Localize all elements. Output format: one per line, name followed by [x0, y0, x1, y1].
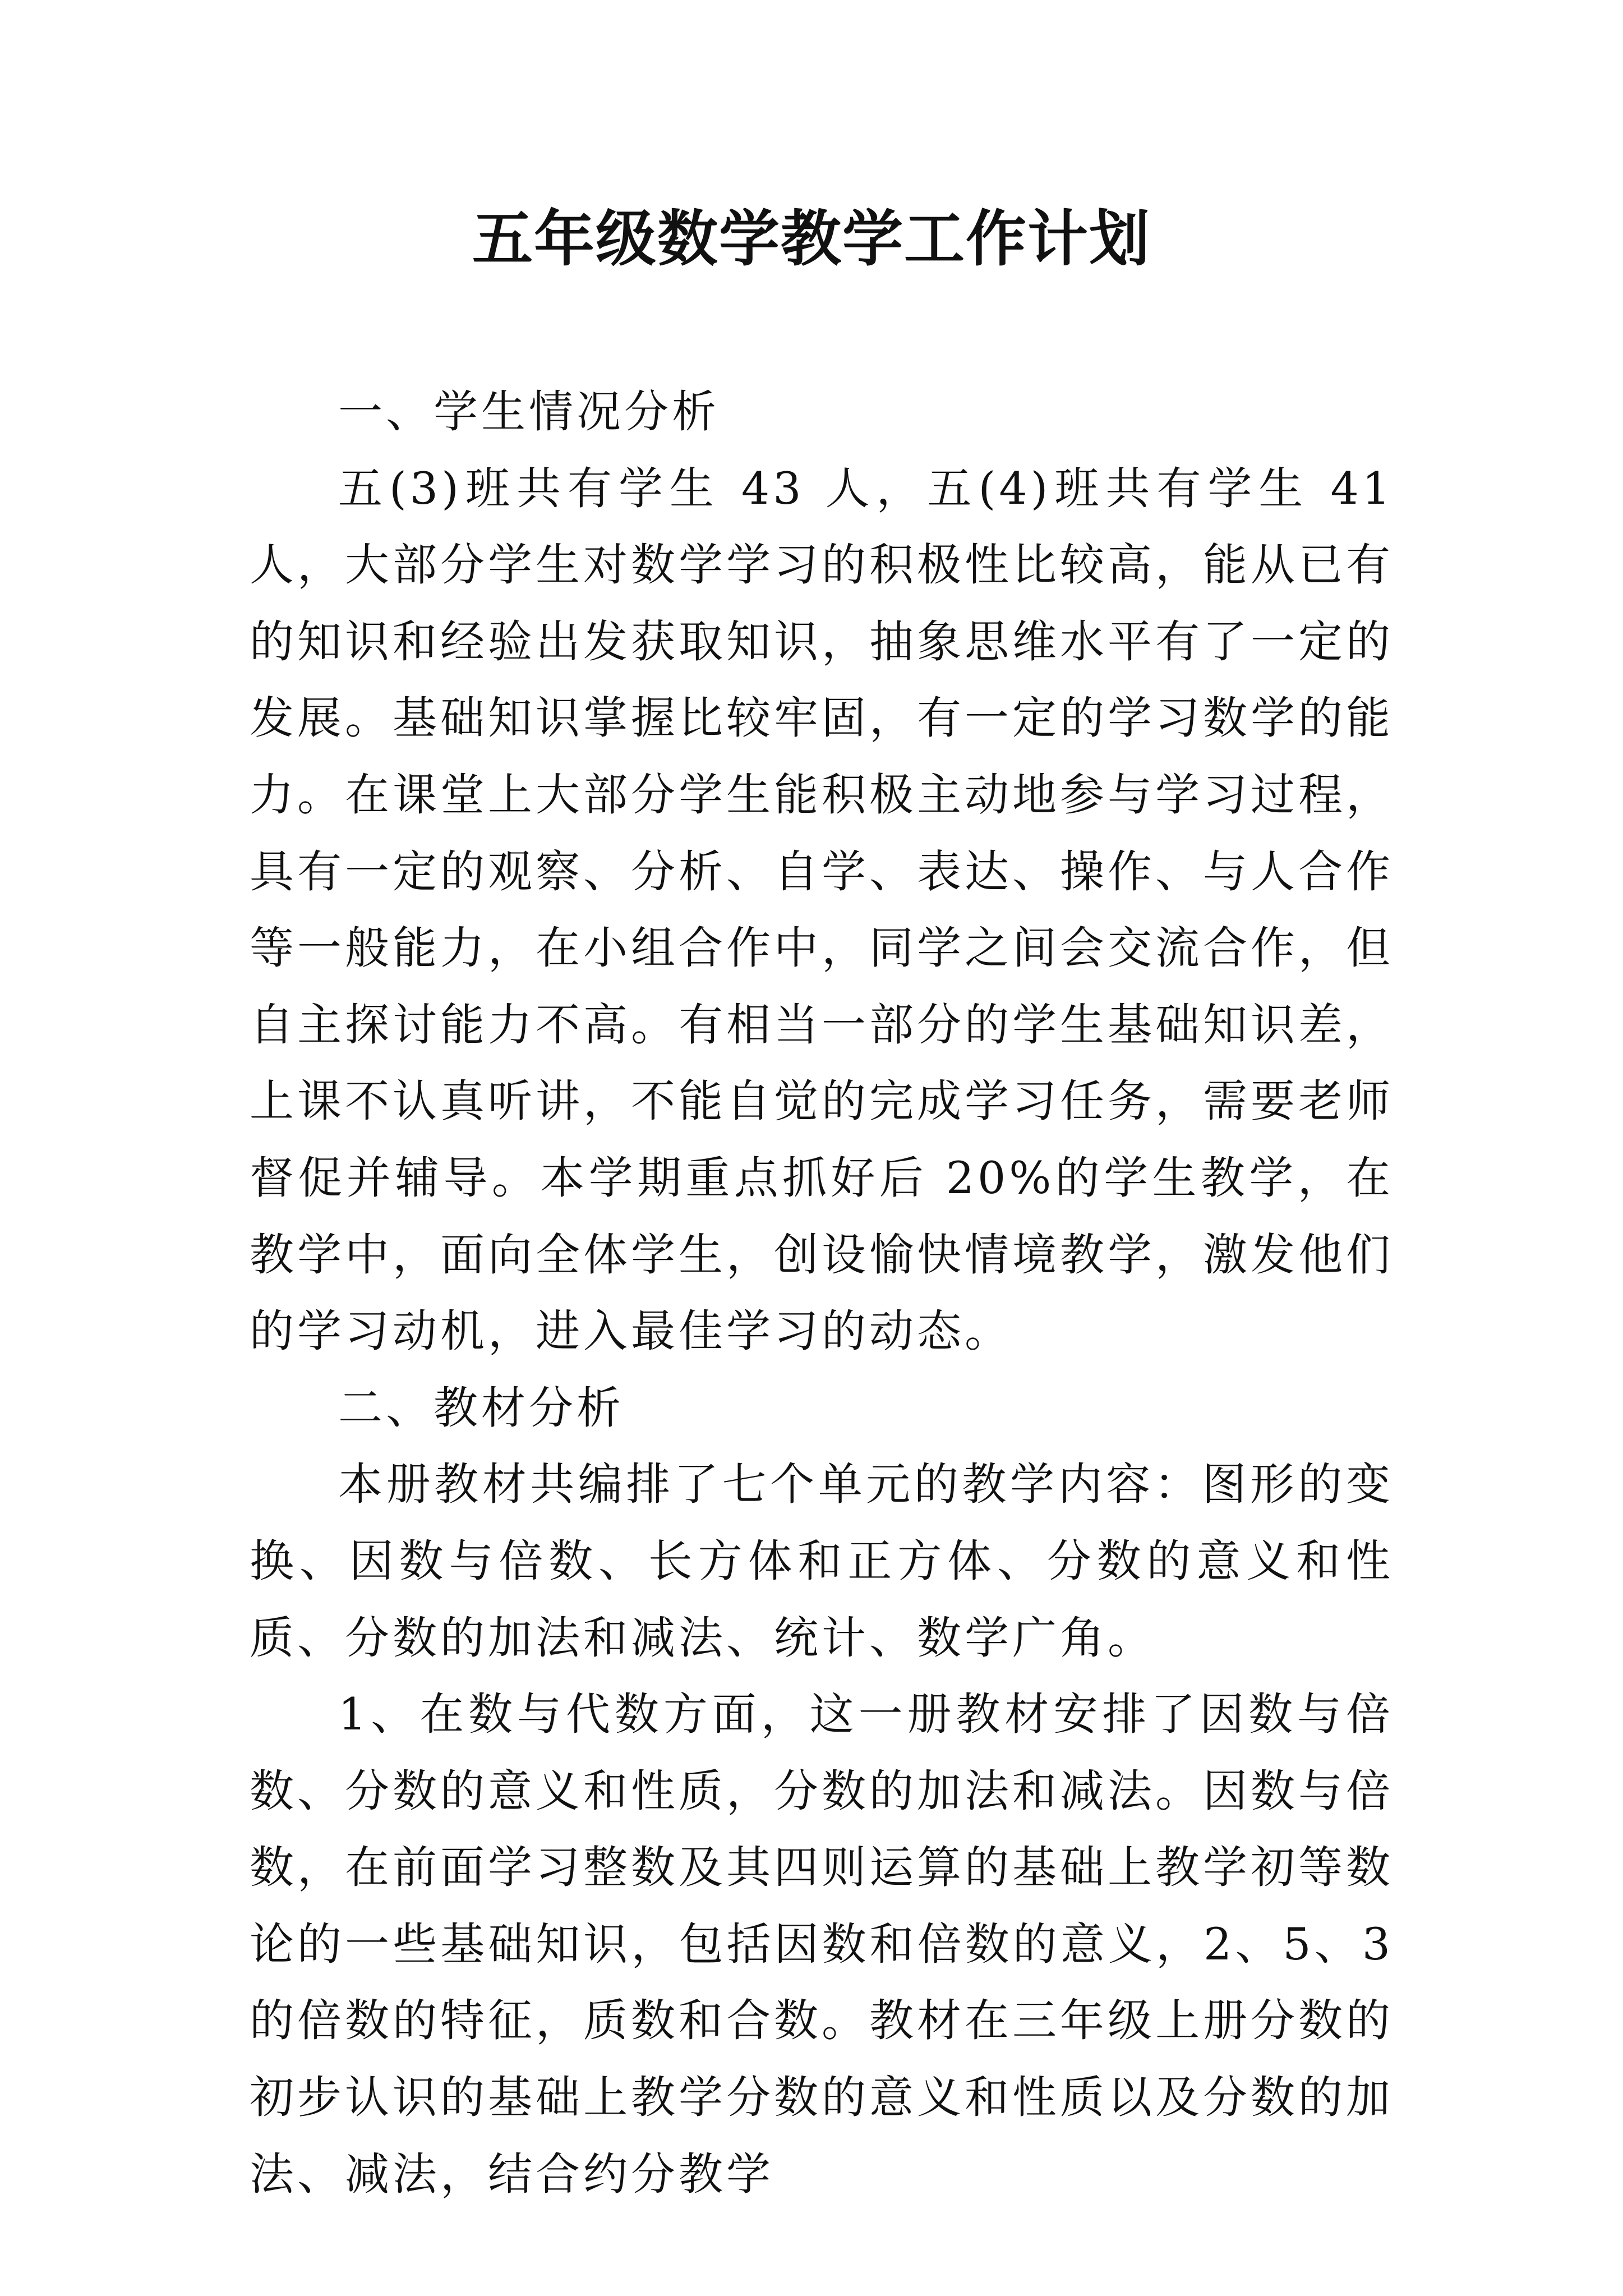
- document-body: [250, 374, 1394, 2212]
- paragraph-number-algebra: 1、在数与代数方面，这一册教材安排了因数与倍数、分数的意义和性质，分数的加法和减法。因数与倍数，在前面学习整数及其四则运算的基础上教学初等数论的一些基础知识，包括因数和倍数的意义，2、5、3 的倍数的特征，质数和合数。教材在三年级上册分数的初步认识的基础上教学分数的意义和性质以及分数的加法、减法，结合约分教学: [250, 1688, 1394, 2200]
- paragraph-student-analysis: 五(3)班共有学生 43 人，五(4)班共有学生 41 人，大部分学生对数学学习的积极性比较高，能从已有的知识和经验出发获取知识，抽象思维水平有了一定的发展。基础知识掌握比较牢固，有一定的学习数学的能力。在课堂上大部分学生能积极主动地参与学习过程，具有一定的观察、分析、自学、表达、操作、与人合作等一般能力，在小组合作中，同学之间会交流合作，但自主探讨能力不高。有相当一部分的学生基础知识差，上课不认真听讲，不能自觉的完成学习任务，需要老师督促并辅导。本学期重点抓好后 20%的学生教学，在教学中，面向全体学生，创设愉快情境教学，激发他们的学习动机，进入最佳学习的动态。: [250, 462, 1394, 1358]
- section-heading-student-analysis: 一、学生情况分析: [338, 386, 720, 438]
- section-heading-textbook-analysis: 二、教材分析: [338, 1382, 624, 1434]
- document-title: 五年级数学教学工作计划: [472, 204, 1151, 274]
- paragraph-textbook-overview: 本册教材共编排了七个单元的教学内容：图形的变换、因数与倍数、长方体和正方体、分数的意义和性质、分数的加法和减法、统计、数学广角。: [250, 1458, 1394, 1664]
